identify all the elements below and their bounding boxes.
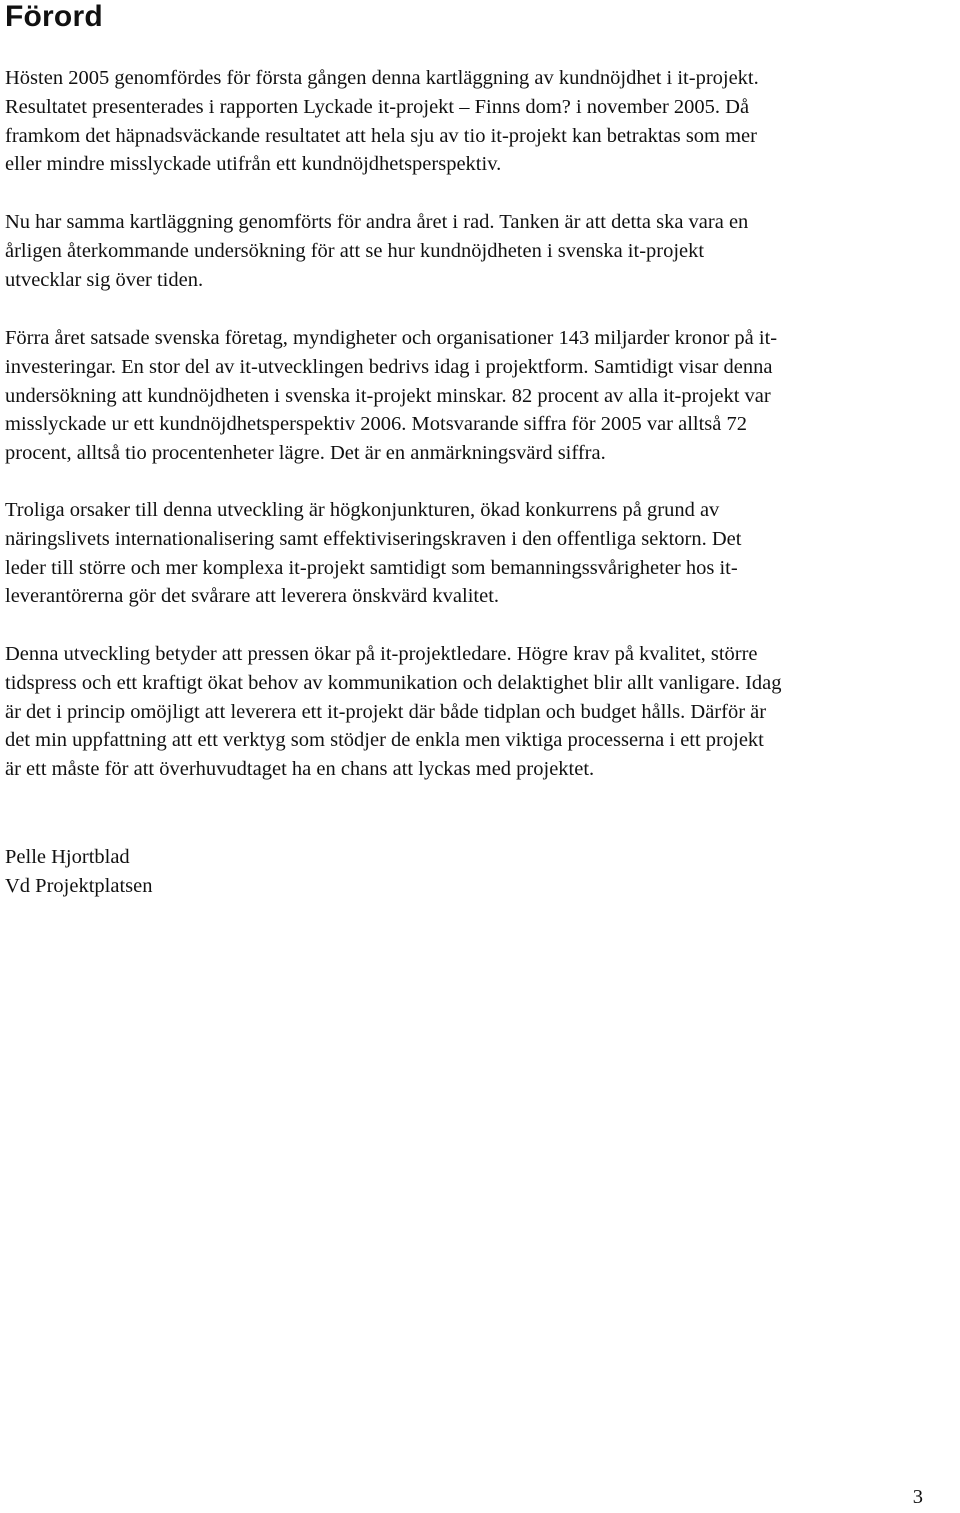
paragraph-line: det min uppfattning att ett verktyg som stödjer de enkla men viktiga processerna i ett projekt bbox=[5, 729, 764, 752]
paragraph-line: Förra året satsade svenska företag, myndigheter och organisationer 143 miljarder kronor på it- bbox=[5, 327, 778, 349]
paragraph-line: eller mindre misslyckade utifrån ett kundnöjdhetsperspektiv. bbox=[5, 153, 502, 176]
paragraph-line: misslyckade ur ett kundnöjdhetsperspektiv 2006. Motsvarande siffra för 2005 var alltså 72 bbox=[5, 413, 748, 436]
paragraph-line: procent, alltså tio procentenheter lägre. Det är en anmärkningsvärd siffra. bbox=[5, 442, 606, 465]
paragraph-line: är det i princip omöjligt att leverera ett it-projekt där både tidplan och budget hålls. Därför är bbox=[5, 700, 767, 723]
paragraph-line: Denna utveckling betyder att pressen ökar på it-projektledare. Högre krav på kvalitet, större bbox=[5, 643, 758, 665]
paragraph-second-year bbox=[5, 208, 957, 294]
paragraph-line: undersökning att kundnöjdheten i svenska it-projekt minskar. 82 procent av alla it-projekt var bbox=[5, 384, 771, 407]
paragraph-line: Hösten 2005 genomfördes för första gången denna kartläggning av kundnöjdhet i it-projekt. bbox=[5, 67, 759, 89]
paragraph-line: tidspress och ett kraftigt ökat behov av kommunikation och delaktighet blir allt vanligare. Idag bbox=[5, 671, 782, 694]
paragraph-line: framkom det häpnadsväckande resultatet att hela sju av tio it-projekt kan betraktas som mer bbox=[5, 124, 757, 147]
signature-role: Vd Projektplatsen bbox=[5, 874, 153, 897]
paragraph-line: Troliga orsaker till denna utveckling är högkonjunkturen, ökad konkurrens på grund av bbox=[5, 499, 720, 521]
paragraph-conclusion bbox=[5, 640, 957, 784]
paragraph-line: Nu har samma kartläggning genomförts för andra året i rad. Tanken är att detta ska vara en bbox=[5, 211, 749, 233]
paragraph-line: Resultatet presenterades i rapporten Lyckade it-projekt – Finns dom? i november 2005. Då bbox=[5, 95, 750, 118]
paragraph-line: årligen återkommande undersökning för att se hur kundnöjdheten i svenska it-projekt bbox=[5, 239, 705, 262]
signature-block bbox=[5, 843, 957, 901]
paragraph-line: leverantörerna gör det svårare att leverera önskvärd kvalitet. bbox=[5, 585, 500, 608]
paragraph-line: är ett måste för att överhuvudtaget ha en chans att lyckas med projektet. bbox=[5, 758, 595, 781]
paragraph-line: leder till större och mer komplexa it-projekt samtidigt som bemanningssvårigheter hos it- bbox=[5, 556, 738, 579]
paragraph-causes bbox=[5, 496, 957, 611]
signature-name: Pelle Hjortblad bbox=[5, 846, 130, 868]
paragraph-intro bbox=[5, 64, 957, 179]
page-title: Förord bbox=[5, 0, 103, 33]
paragraph-line: utvecklar sig över tiden. bbox=[5, 268, 204, 291]
page-number: 3 bbox=[912, 1486, 923, 1508]
paragraph-investments bbox=[5, 324, 957, 468]
paragraph-line: investeringar. En stor del av it-utvecklingen bedrivs idag i projektform. Samtidigt visar denna bbox=[5, 355, 773, 378]
paragraph-line: näringslivets internationalisering samt effektiviseringskraven i den offentliga sektorn. Det bbox=[5, 527, 742, 550]
